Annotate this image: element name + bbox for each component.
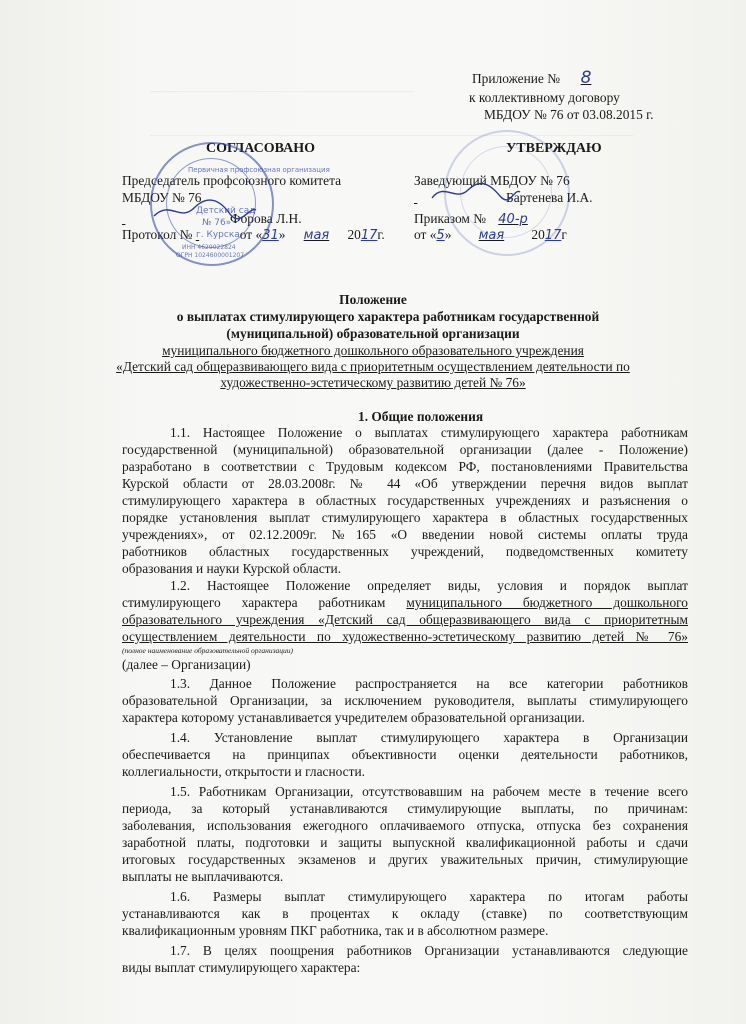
- union-chair-title: Председатель профсоюзного комитета: [122, 173, 342, 188]
- footnote-label: (полное наименование образовательной организации): [122, 646, 294, 655]
- doc-subtitle-line1: о выплатах стимулирующего характера работникам государственной: [176, 309, 600, 324]
- bleed-through-text: ──────────────────────────────────: [150, 86, 415, 98]
- text-line: (далее – Организации): [122, 657, 251, 672]
- text-line: заработной платы, подготовки и защиты выпускной квалификационной работы и сдачи: [122, 835, 688, 850]
- paragraph-1-1: [122, 424, 688, 577]
- stamp-center-text: Детский сад: [196, 206, 256, 216]
- text-line: государственной (муниципальной) образовательной организации (далее - Положение): [122, 442, 688, 457]
- section-body: [122, 424, 688, 976]
- text-line: порядке установления выплат стимулирующего характера в областных государственных: [122, 510, 688, 525]
- text-line: обеспечивается на принципах объективности оценки деятельности работников,: [122, 747, 688, 762]
- text-line: Курской области от 28.03.2008г. № 44 «Об утверждении перечня видов выплат: [122, 476, 688, 491]
- paragraph-1-4: [122, 729, 688, 780]
- text-line: квалификационным уровням ПКГ работника, так и в абсолютном размере.: [122, 923, 549, 938]
- order-number-line: Приказом № 40-р: [414, 211, 528, 227]
- approved-heading: УТВЕРЖДАЮ: [506, 141, 602, 156]
- text-line: осуществлением деятельности по художественно-эстетическому развитию детей № 76»: [122, 629, 688, 644]
- agreed-heading: СОГЛАСОВАНО: [206, 141, 315, 156]
- stamp-center-city: г. Курска: [196, 230, 240, 240]
- stamp-ogrn: ОГРН 1024600001207: [176, 252, 245, 259]
- appendix-line1: Приложение № 8: [472, 68, 592, 88]
- text-line: заболевания, использования ежегодного оплачиваемого отпуска, отпуска без сохранения: [122, 818, 688, 833]
- head-signature-line: Бартенева И.А.: [506, 190, 593, 205]
- stamp-center-number: № 76»: [202, 218, 232, 228]
- union-org-name: МБДОУ № 76: [122, 190, 202, 205]
- text-line: коллегиальности, открытости и гласности.: [122, 764, 365, 779]
- text-line: устанавливаются как в процентах к окладу (ставке) по соответствующим: [122, 906, 688, 921]
- head-signature: [428, 180, 524, 206]
- text-line: разработано в соответствии с Трудовым кодексом РФ, постановлениями Правительства: [122, 459, 688, 474]
- text-line: образования и науки Курской области.: [122, 561, 342, 576]
- text-line: итоговых государственных экзаменов и других уважительных причин, стимулирующие: [122, 852, 688, 867]
- union-protocol-line: Протокол № от «31» мая 2017г.: [122, 227, 385, 243]
- text-line: образовательного учреждения «Детский сад общеразвивающего вида с приоритетным: [122, 612, 688, 627]
- text-line: 1.1. Настоящее Положение о выплатах стимулирующего характера работникам: [170, 425, 688, 440]
- order-date-line: от «5» мая 2017г: [414, 227, 567, 243]
- stamp-ring-text: Первичная профсоюзная организация: [188, 166, 330, 174]
- union-chair-signature-line: Форова Л.Н.: [230, 211, 302, 226]
- text-line: 1.4. Установление выплат стимулирующего характера в Организации: [170, 730, 688, 745]
- text-line: учреждениях», от 02.12.2009г. №165 «О введении новой системы оплаты труда: [122, 527, 688, 542]
- text-line: периода, за который устанавливаются стимулирующие выплаты, по причинам:: [122, 801, 688, 816]
- institution-name-line1: муниципального бюджетного дошкольного образовательного учреждения: [162, 343, 584, 358]
- text-line: 1.2. Настоящее Положение определяет виды, условия и порядок выплат: [170, 578, 688, 593]
- text-line: работников областных государственных учреждений, подведомственных комитету: [122, 544, 688, 559]
- appendix-line2: к коллективному договору: [469, 90, 620, 105]
- doc-title: Положение: [339, 292, 407, 307]
- paragraph-1-7: [122, 942, 688, 976]
- section-heading: 1. Общие положения: [358, 409, 484, 424]
- text-line: выплаты не выплачиваются.: [122, 869, 284, 884]
- paragraph-1-3: [122, 675, 688, 726]
- doc-subtitle-line2: (муниципальной) образовательной организации: [226, 326, 520, 341]
- stamp-inn: ИНН 4629022824: [182, 244, 236, 251]
- paragraph-1-6: [122, 888, 688, 939]
- text-line: 1.7. В целях поощрения работников Организации устанавливаются следующие: [170, 943, 688, 958]
- text-line: 1.5. Работникам Организации, отсутствовавшим на рабочем месте в течение всего: [170, 784, 688, 799]
- text-line: 1.3. Данное Положение распространяется на все категории работников: [170, 676, 688, 691]
- text-line: виды выплат стимулирующего характера:: [122, 960, 361, 975]
- bleed-through-text: ──────────────────────────────────────────────────────────────: [150, 130, 634, 142]
- text-line: стимулирующего характера работникам муниципального бюджетного дошкольного: [122, 595, 689, 610]
- head-title: Заведующий МБДОУ № 76: [414, 173, 570, 188]
- text-line: характера которому устанавливается учредителем образовательной организации.: [122, 710, 585, 725]
- appendix-number-handwritten: 8: [580, 68, 592, 88]
- institution-name-line2: «Детский сад общеразвивающего вида с приоритетным осуществлением деятельности по: [116, 359, 630, 374]
- text-line: стимулирующего характера в областных государственных учреждениях и разъяснения о: [122, 493, 688, 508]
- union-chair-signature: [150, 196, 260, 224]
- text-line: 1.6. Размеры выплат стимулирующего характера по итогам работы: [170, 889, 688, 904]
- appendix-line3: МБДОУ № 76 от 03.08.2015 г.: [484, 107, 654, 122]
- paragraph-1-2: [122, 577, 688, 673]
- paragraph-1-5: [122, 783, 688, 885]
- text-line: образовательной Организации, за исключением руководителя, выплаты стимулирующего: [122, 693, 688, 708]
- institution-name-line3: художественно-эстетическому развитию детей № 76»: [220, 375, 526, 390]
